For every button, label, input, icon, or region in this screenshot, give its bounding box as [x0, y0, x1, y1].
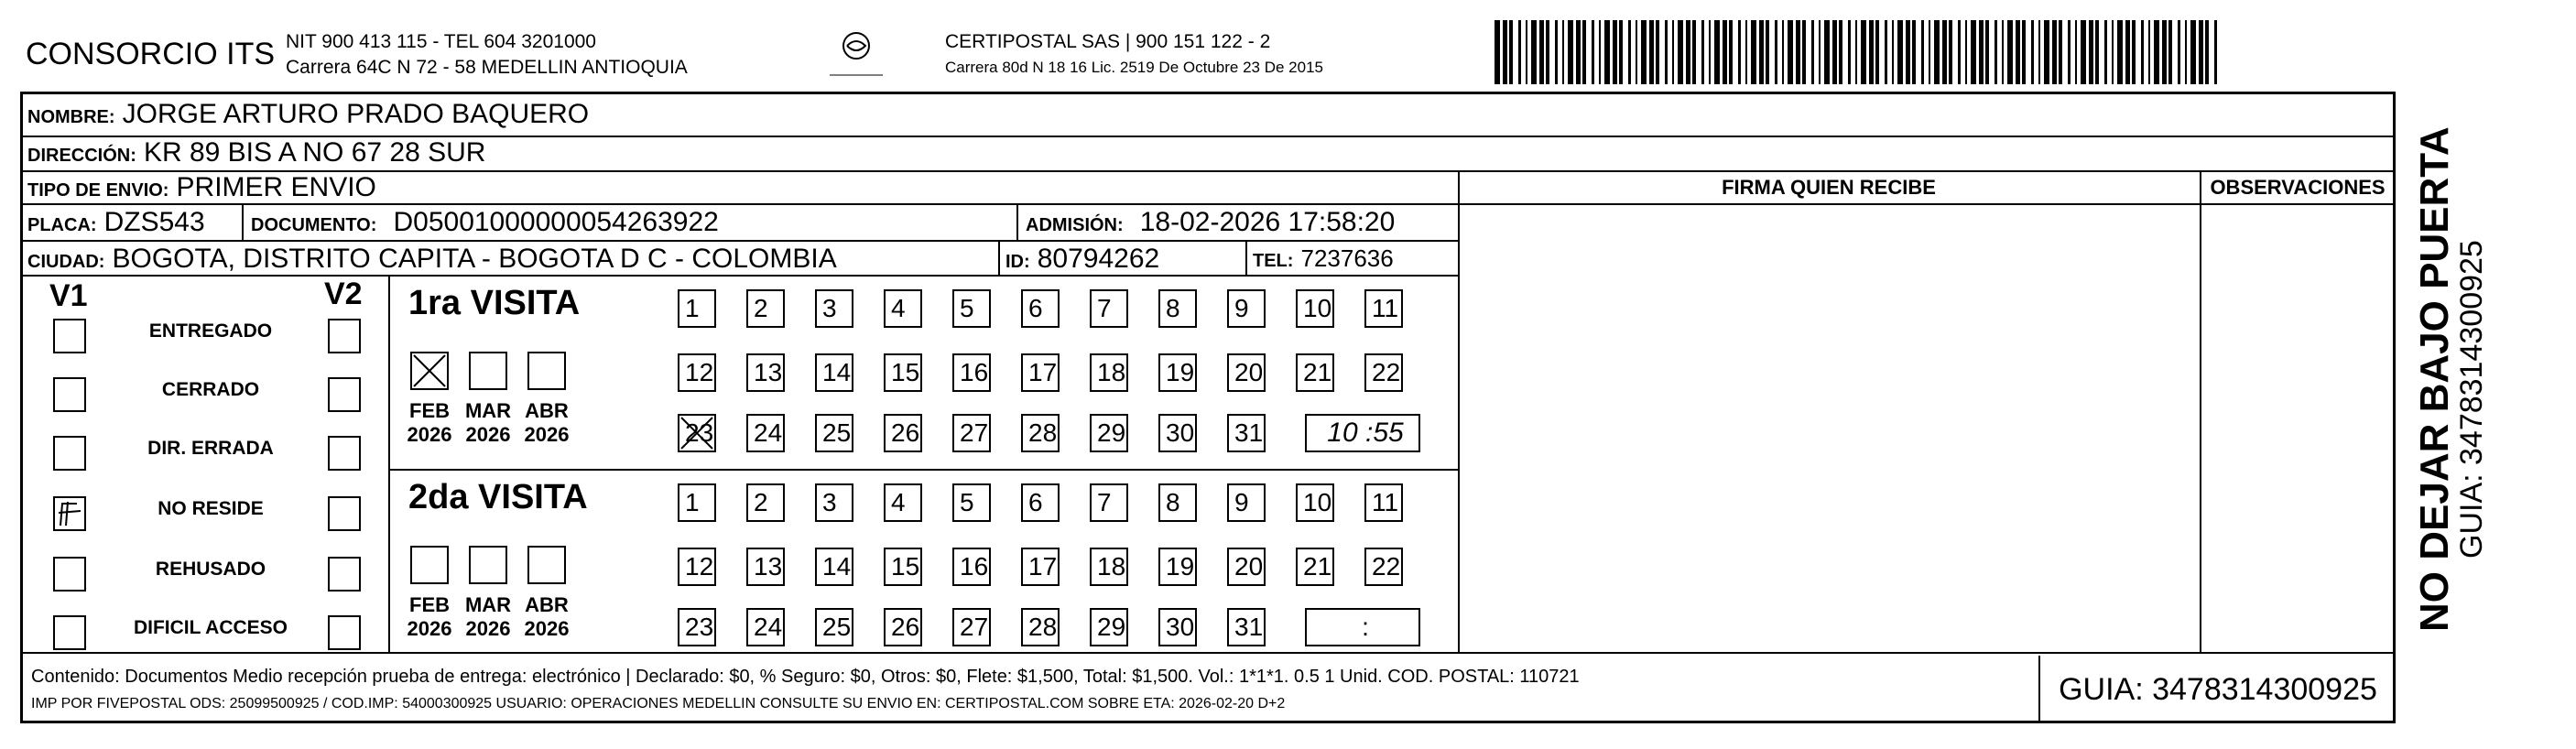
- barcode-bar: [1892, 20, 1894, 84]
- barcode-bar: [2205, 20, 2209, 84]
- day-box[interactable]: 15: [884, 548, 922, 586]
- visit-title: 2da VISITA: [408, 478, 588, 516]
- barcode-bar: [1738, 20, 1741, 84]
- day-box[interactable]: 11: [1364, 483, 1403, 522]
- day-box[interactable]: 25: [815, 414, 853, 452]
- barcode-bar: [1729, 20, 1733, 84]
- ciudad-label: CIUDAD:: [27, 252, 105, 272]
- day-box[interactable]: 14: [815, 548, 853, 586]
- day-box[interactable]: 16: [952, 548, 991, 586]
- barcode-bar: [2059, 20, 2062, 84]
- barcode-bar: [2125, 20, 2130, 84]
- barcode-bar: [2104, 20, 2107, 84]
- barcode-bar: [1546, 20, 1549, 84]
- barcode-bar: [1526, 20, 1527, 84]
- day-box[interactable]: 29: [1090, 414, 1128, 452]
- barcode-bar: [2148, 20, 2150, 84]
- day-box[interactable]: 7: [1090, 483, 1128, 522]
- month-label: [519, 399, 574, 447]
- barcode-bar: [1751, 20, 1756, 84]
- month-checkbox[interactable]: [527, 352, 566, 390]
- barcode-bar: [2089, 20, 2093, 84]
- status-label: REHUSADO: [155, 559, 266, 580]
- documento-value: D05001000000054263922: [393, 207, 719, 237]
- barcode-bar: [1994, 20, 1997, 84]
- barcode-bar: [1649, 20, 1654, 84]
- day-box[interactable]: 19: [1158, 548, 1197, 586]
- barcode-bar: [1775, 20, 1777, 84]
- barcode-bar: [1766, 20, 1769, 84]
- placa-field: [27, 207, 205, 238]
- barcode-bar: [1985, 20, 1989, 84]
- day-box[interactable]: 10: [1296, 483, 1334, 522]
- barcode-bar: [1796, 20, 1800, 84]
- day-box[interactable]: 24: [746, 608, 785, 646]
- day-box[interactable]: 7: [1090, 289, 1128, 328]
- barcode-bar: [1934, 20, 1940, 84]
- barcode-bar: [1656, 20, 1659, 84]
- barcode-bar: [1641, 20, 1647, 84]
- day-box[interactable]: 30: [1158, 414, 1197, 452]
- contents-line: Contenido: Documentos Medio recepción prueba de entrega: electrónico | Declarado: $0, % Seguro: $0, Otros: $0, Flete: $1,500, Total: $1,500. Vol.: 1*1*1. 0.5 1 Unid. COD. POSTAL: 110721: [31, 667, 1580, 687]
- day-box[interactable]: 9: [1227, 483, 1266, 522]
- day-box[interactable]: 2: [746, 483, 785, 522]
- barcode-bar: [2002, 20, 2004, 84]
- month-year: 2026: [524, 617, 570, 640]
- day-box[interactable]: 10: [1296, 289, 1334, 328]
- barcode-bar: [2022, 20, 2026, 84]
- day-box[interactable]: 29: [1090, 608, 1128, 646]
- barcode-bar: [1875, 20, 1879, 84]
- status-label: CERRADO: [161, 379, 260, 400]
- barcode-bar: [1869, 20, 1874, 84]
- placa-label: PLACA:: [27, 215, 97, 235]
- month-checkbox[interactable]: [527, 546, 566, 584]
- v1-checkbox[interactable]: [53, 436, 86, 471]
- barcode-bar: [1599, 20, 1601, 84]
- barcode-bar: [1979, 20, 1984, 84]
- day-box[interactable]: 16: [952, 353, 991, 392]
- direccion-value: KR 89 BIS A NO 67 28 SUR: [143, 137, 486, 168]
- barcode-bar: [2068, 20, 2071, 84]
- carrier-line: CERTIPOSTAL SAS | 900 151 122 - 2: [945, 31, 1271, 52]
- day-box[interactable]: 18: [1090, 353, 1128, 392]
- status-label: DIR. ERRADA: [147, 438, 274, 459]
- barcode-bar: [2044, 20, 2049, 84]
- status-label: DIFICIL ACCESO: [133, 617, 288, 638]
- barcode-bar: [1811, 20, 1814, 84]
- day-box[interactable]: 2: [746, 289, 785, 328]
- no-dejar-warning: NO DEJAR BAJO PUERTA: [2412, 126, 2457, 632]
- month-name: MAR: [464, 593, 512, 616]
- barcode-bar: [2154, 20, 2159, 84]
- day-box[interactable]: 20: [1227, 548, 1266, 586]
- day-box[interactable]: 6: [1021, 483, 1060, 522]
- direccion-label: DIRECCIÓN:: [27, 146, 136, 166]
- month-label: [402, 399, 457, 447]
- day-box[interactable]: [678, 414, 716, 452]
- barcode-bar: [2168, 20, 2172, 84]
- barcode-bar: [1604, 20, 1610, 84]
- day-box[interactable]: 14: [815, 353, 853, 392]
- barcode-bar: [1539, 20, 1544, 84]
- month-name: ABR: [525, 399, 569, 422]
- day-box[interactable]: 21: [1296, 353, 1334, 392]
- barcode-bar: [2081, 20, 2086, 84]
- day-box[interactable]: 30: [1158, 608, 1197, 646]
- time-box[interactable]: :: [1305, 608, 1420, 646]
- barcode-bar: [2117, 20, 2123, 84]
- day-box[interactable]: 31: [1227, 414, 1266, 452]
- barcode-bar: [1672, 20, 1674, 84]
- license-line: Carrera 80d N 18 16 Lic. 2519 De Octubre 23 De 2015: [945, 59, 1323, 76]
- v2-checkbox[interactable]: [328, 436, 361, 471]
- nombre-field: [27, 99, 589, 130]
- barcode-bar: [1503, 20, 1507, 84]
- day-box[interactable]: 17: [1021, 548, 1060, 586]
- visit-title: 1ra VISITA: [408, 284, 581, 322]
- barcode-bar: [2112, 20, 2114, 84]
- barcode-bar: [2199, 20, 2203, 84]
- month-label: [461, 399, 516, 447]
- day-box[interactable]: 15: [884, 353, 922, 392]
- day-box[interactable]: 4: [884, 289, 922, 328]
- barcode-bar: [1613, 20, 1617, 84]
- month-name: ABR: [525, 593, 569, 616]
- barcode-bar: [2016, 20, 2020, 84]
- barcode-bar: [2132, 20, 2136, 84]
- day-box[interactable]: 9: [1227, 289, 1266, 328]
- barcode-bar: [1495, 20, 1500, 84]
- v2-checkbox[interactable]: [328, 557, 361, 592]
- day-box[interactable]: 25: [815, 608, 853, 646]
- barcode-bar: [1958, 20, 1961, 84]
- barcode-bar: [2162, 20, 2167, 84]
- barcode-bar: [1509, 20, 1513, 84]
- barcode-bar: [1678, 20, 1683, 84]
- day-box[interactable]: 11: [1364, 289, 1403, 328]
- barcode-bar: [1576, 20, 1581, 84]
- day-box[interactable]: 8: [1158, 483, 1197, 522]
- month-year: 2026: [407, 423, 452, 446]
- barcode-bar: [1861, 20, 1866, 84]
- barcode-bar: [2075, 20, 2077, 84]
- day-box[interactable]: 28: [1021, 414, 1060, 452]
- observaciones-header: OBSERVACIONES: [2210, 176, 2386, 199]
- barcode-bar: [1568, 20, 1573, 84]
- nit-line: NIT 900 413 115 - TEL 604 3201000: [286, 31, 596, 52]
- barcode-bar: [1692, 20, 1696, 84]
- tel-field: [1253, 244, 1394, 274]
- day-box[interactable]: 1: [678, 289, 716, 328]
- barcode-bar: [1531, 20, 1537, 84]
- status-label: ENTREGADO: [148, 320, 273, 342]
- month-name: FEB: [409, 399, 450, 422]
- month-label: [519, 593, 574, 641]
- day-box[interactable]: 22: [1364, 548, 1403, 586]
- barcode-bar: [1714, 20, 1720, 84]
- documento-field: [251, 207, 719, 238]
- day-box[interactable]: 13: [746, 353, 785, 392]
- address-line: Carrera 64C N 72 - 58 MEDELLIN ANTIOQUIA: [286, 57, 688, 78]
- barcode-bar: [1701, 20, 1704, 84]
- barcode-bar: [2141, 20, 2144, 84]
- barcode-bar: [2214, 20, 2217, 84]
- day-box[interactable]: 20: [1227, 353, 1266, 392]
- day-box[interactable]: 22: [1364, 353, 1403, 392]
- barcode-bar: [1921, 20, 1924, 84]
- day-box[interactable]: 8: [1158, 289, 1197, 328]
- admision-value: 18-02-2026 17:58:20: [1139, 207, 1396, 237]
- barcode-bar: [1848, 20, 1851, 84]
- day-box[interactable]: 26: [884, 608, 922, 646]
- barcode-bar: [2185, 20, 2187, 84]
- barcode-bar: [1802, 20, 1806, 84]
- direccion-field: [27, 137, 485, 168]
- barcode-bar: [1824, 20, 1830, 84]
- v1-checkbox[interactable]: [53, 319, 86, 353]
- v2-checkbox[interactable]: [328, 496, 361, 531]
- id-label: ID:: [1005, 252, 1030, 272]
- v1-checkbox[interactable]: [53, 377, 86, 412]
- time-box[interactable]: 10 :55: [1305, 414, 1420, 452]
- barcode-bar: [1971, 20, 1976, 84]
- day-box[interactable]: 12: [678, 353, 716, 392]
- barcode-bar: [2038, 20, 2040, 84]
- day-box[interactable]: 24: [746, 414, 785, 452]
- tipo-envio-field: [27, 172, 376, 203]
- status-label: NO RESIDE: [158, 498, 264, 519]
- v1-checkbox[interactable]: [53, 557, 86, 592]
- barcode-bar: [2052, 20, 2057, 84]
- day-box[interactable]: 27: [952, 414, 991, 452]
- tel-value: 7237636: [1300, 244, 1394, 272]
- barcode-bar: [1855, 20, 1857, 84]
- tipo-envio-label: TIPO DE ENVIO:: [27, 180, 169, 201]
- barcode-bar: [1636, 20, 1637, 84]
- month-label: [461, 593, 516, 641]
- nombre-label: NOMBRE:: [27, 107, 115, 127]
- barcode-bar: [1562, 20, 1564, 84]
- day-box[interactable]: 18: [1090, 548, 1128, 586]
- barcode-bar: [1906, 20, 1910, 84]
- barcode-bar: [1759, 20, 1764, 84]
- barcode-bar: [1628, 20, 1631, 84]
- tipo-envio-value: PRIMER ENVIO: [176, 172, 376, 202]
- barcode-bar: [1929, 20, 1930, 84]
- documento-label: DOCUMENTO:: [251, 215, 377, 235]
- day-box[interactable]: 1: [678, 483, 716, 522]
- month-year: 2026: [524, 423, 570, 446]
- day-box[interactable]: 12: [678, 548, 716, 586]
- day-box[interactable]: 19: [1158, 353, 1197, 392]
- barcode-bar: [1745, 20, 1747, 84]
- barcode-bar: [1619, 20, 1623, 84]
- v2-checkbox[interactable]: [328, 319, 361, 353]
- barcode-bar: [1592, 20, 1594, 84]
- barcode-bar: [1686, 20, 1690, 84]
- id-field: [1005, 244, 1159, 275]
- day-box[interactable]: 27: [952, 608, 991, 646]
- barcode-bar: [1832, 20, 1837, 84]
- barcode-bar: [1965, 20, 1967, 84]
- day-box[interactable]: 28: [1021, 608, 1060, 646]
- month-name: FEB: [409, 593, 450, 616]
- month-checkbox[interactable]: [469, 352, 507, 390]
- barcode-bar: [1897, 20, 1903, 84]
- print-info-line: IMP POR FIVEPOSTAL ODS: 25099500925 / COD.IMP: 54000300925 USUARIO: OPERACIONES MEDELLIN CONSULTE SU ENVIO EN: CERTIPOSTAL.COM SOBRE ETA: 2026-02-20 D+2: [31, 696, 1286, 711]
- side-guia: GUIA: 3478314300925: [2454, 240, 2489, 559]
- day-box[interactable]: 13: [746, 548, 785, 586]
- barcode-bar: [2190, 20, 2196, 84]
- day-box[interactable]: 3: [815, 289, 853, 328]
- day-box[interactable]: 6: [1021, 289, 1060, 328]
- admision-field: [1026, 207, 1395, 238]
- day-box[interactable]: 5: [952, 289, 991, 328]
- nombre-value: JORGE ARTURO PRADO BAQUERO: [122, 99, 590, 129]
- month-checkbox[interactable]: [410, 546, 449, 584]
- month-checkbox[interactable]: [469, 546, 507, 584]
- day-number: 23: [685, 418, 714, 447]
- carrier-info: [945, 29, 1323, 81]
- barcode-bar: [1885, 20, 1887, 84]
- barcode: [1495, 20, 2227, 84]
- company-name: CONSORCIO ITS: [26, 37, 276, 71]
- barcode-bar: [1723, 20, 1727, 84]
- id-value: 80794262: [1037, 244, 1160, 274]
- certipostal-logo: [817, 29, 896, 84]
- day-box[interactable]: 31: [1227, 608, 1266, 646]
- barcode-bar: [2007, 20, 2013, 84]
- barcode-bar: [1665, 20, 1668, 84]
- day-box[interactable]: 4: [884, 483, 922, 522]
- day-box[interactable]: 5: [952, 483, 991, 522]
- company-contact: [286, 29, 688, 81]
- barcode-bar: [2095, 20, 2099, 84]
- barcode-bar: [1788, 20, 1793, 84]
- barcode-bar: [1555, 20, 1558, 84]
- v1-checkbox[interactable]: [53, 615, 86, 650]
- firma-header: FIRMA QUIEN RECIBE: [1722, 176, 1936, 199]
- month-checkbox[interactable]: [410, 352, 449, 390]
- barcode-bar: [2178, 20, 2180, 84]
- v2-checkbox[interactable]: [328, 615, 361, 650]
- barcode-bar: [1949, 20, 1952, 84]
- v2-checkbox[interactable]: [328, 377, 361, 412]
- barcode-bar: [1782, 20, 1784, 84]
- barcode-bar: [1819, 20, 1821, 84]
- month-name: MAR: [464, 399, 512, 422]
- month-year: 2026: [465, 423, 511, 446]
- v2-header: V2: [324, 277, 363, 311]
- barcode-bar: [1839, 20, 1842, 84]
- day-box[interactable]: 21: [1296, 548, 1334, 586]
- month-label: [402, 593, 457, 641]
- day-box[interactable]: 3: [815, 483, 853, 522]
- v1-checkbox[interactable]: [53, 496, 86, 531]
- barcode-bar: [1582, 20, 1586, 84]
- barcode-bar: [1912, 20, 1916, 84]
- barcode-bar: [1518, 20, 1521, 84]
- placa-value: DZS543: [103, 207, 205, 237]
- barcode-bar: [1942, 20, 1947, 84]
- tel-label: TEL:: [1253, 251, 1294, 271]
- guia-number: GUIA: 3478314300925: [2038, 656, 2396, 723]
- barcode-bar: [1709, 20, 1711, 84]
- day-box[interactable]: 23: [678, 608, 716, 646]
- month-year: 2026: [407, 617, 452, 640]
- ciudad-field: [27, 244, 837, 275]
- day-box[interactable]: 26: [884, 414, 922, 452]
- admision-label: ADMISIÓN:: [1026, 215, 1124, 235]
- barcode-bar: [2031, 20, 2034, 84]
- v1-header: V1: [49, 278, 88, 313]
- day-box[interactable]: 17: [1021, 353, 1060, 392]
- ciudad-value: BOGOTA, DISTRITO CAPITA - BOGOTA D C - COLOMBIA: [112, 244, 837, 274]
- month-year: 2026: [465, 617, 511, 640]
